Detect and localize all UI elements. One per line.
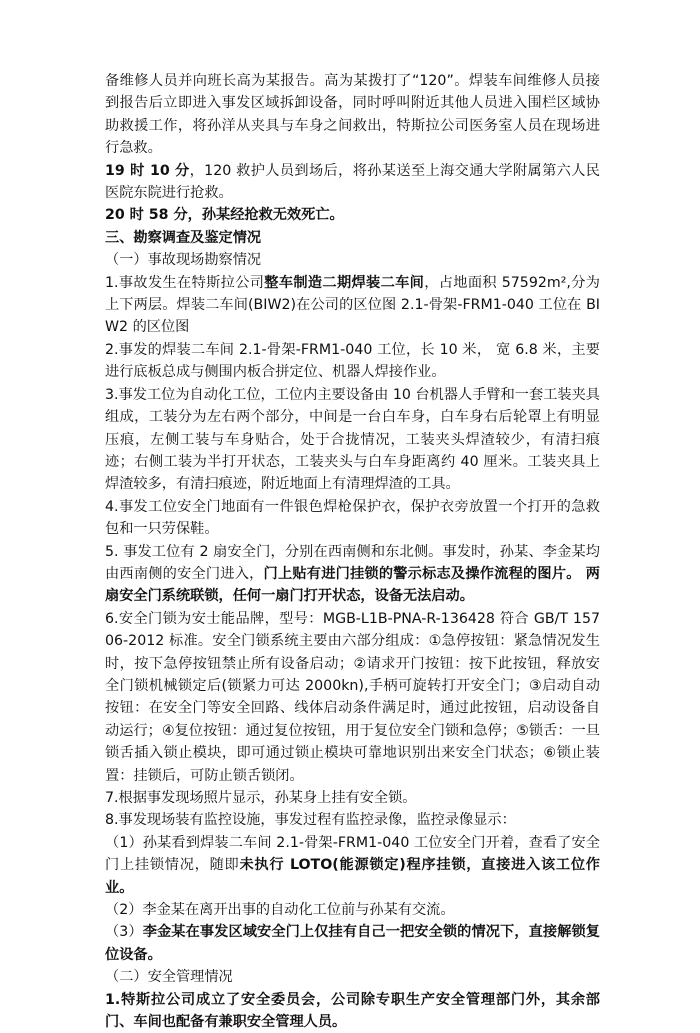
safety-item-1: 1.特斯拉公司成立了安全委员会，公司除专职生产安全管理部门外，其余部门、车间也配备有兼职安全管理人员。 [105, 991, 600, 1031]
item-8-1-loto: 未执行 LOTO(能源锁定)程序挂锁，直接进入该工位作业。 [105, 857, 600, 896]
item-7: 7.根据事发现场照片显示，孙某身上挂有安全锁。 [105, 790, 417, 806]
item-6: 6.安全门锁为安士能品牌，型号：MGB-L1B-PNA-R-136428 符合 GB/T 15706-2012 标准。安全门锁系统主要由六部分组成：①急停按钮：紧急情况发生时，按下急停按钮禁止所有设备启动；②请求开门按钮：按下此按钮，释放安全门锁机械锁定后(锁紧力可达 2000kn),手柄可旋转打开安全门；③启动自动按钮：在安全门等安全回路、线体启动条件满足时，通过此按钮，启动设备自动运行；④复位按钮：通过复位按钮，用于复位安全门锁和急停；⑤锁舌：一旦锁舌插入锁止模块，即可通过锁止模块可靠地识别出来安全门状态；⑥锁止装置：挂锁后，可防止锁舌锁闭。 [105, 610, 600, 784]
paragraph-1910-text: ，120 救护人员到场后，将孙某送至上海交通大学附属第六人民医院东院进行抢救。 [105, 162, 600, 202]
item-8-3-num: （3） [105, 924, 143, 941]
subsection-heading-2: （二）安全管理情况 [105, 969, 233, 986]
item-8-3-text: 李金某在事发区域安全门上仅挂有自己一把安全锁的情况下，直接解锁复位设备。 [105, 924, 600, 963]
item-1-text-c: ，占地面积 57592m²,分为上下两层。焊装二车间(BIW2)在公司的区位图 2.1-骨架-FRM1-040 工位在 BIW2 的区位图 [105, 274, 600, 336]
item-3: 3.事发工位为自动化工位，工位内主要设备由 10 台机器人手臂和一套工装夹具组成，工装分为左右两个部分，中间是一台白车身，白车身右后轮罩上有明显压痕，左侧工装与车身贴合，处于合拢情况，工装夹头焊渣较少，有清扫痕迹；右侧工装为半打开状态，工装夹头与白车身距离约 40 厘米。工装夹具上焊渣较多，有清扫痕迹，附近地面上有清理焊渣的工具。 [105, 386, 600, 493]
item-8-1-text-a: （1）孙某看到焊装二车间 2.1-骨架-FRM1-040 工位安全门开着，查看了安全门上挂锁情况，随即 [105, 834, 600, 874]
item-1 [105, 272, 600, 339]
time-1910: 19 时 10 分 [105, 162, 190, 179]
item-5-text-a: 5. 事发工位有 2 扇安全门，分别在西南侧和东北侧。事发时，孙某、李金某均由西南侧的安全门进入， [105, 543, 600, 582]
item-8-1 [105, 832, 600, 899]
item-8-3 [105, 921, 600, 966]
item-1-workshop: 整车制造二期焊装二车间 [264, 274, 425, 291]
subsection-heading-1: （一）事故现场勘察情况 [105, 252, 262, 269]
item-8-2: （2）李金某在离开出事的自动化工位前与孙某有交流。 [105, 902, 455, 919]
paragraph-rescue: 备维修人员并向班长高为某报告。高为某拨打了“120”。焊装车间维修人员接到报告后立即进入事发区域拆卸设备，同时呼叫附近其他人员进入围栏区域协助救援工作，将孙洋从夹具与车身之间救出，特斯拉公司医务室人员在现场进行急救。 [105, 73, 600, 157]
item-2: 2.事发的焊装二车间 2.1-骨架-FRM1-040 工位，长 10 米， 宽 6.8 米，主要进行底板总成与侧围内板合拼定位、机器人焊接作业。 [105, 341, 600, 381]
item-4: 4.事发工位安全门地面有一件银色焊枪保护衣，保护衣旁放置一个打开的急救包和一只劳保鞋。 [105, 498, 600, 538]
item-5 [105, 541, 600, 608]
item-1-text-a: 1.事故发生在特斯拉公司 [105, 274, 265, 291]
paragraph-1910 [105, 160, 600, 205]
item-5-warning: 门上贴有进门挂锁的警示标志及操作流程的图片。 两扇安全门系统联锁，任何一扇门打开状态，设备无法启动。 [105, 565, 600, 605]
paragraph-2058: 20 时 58 分，孙某经抢救无效死亡。 [105, 207, 344, 224]
item-8: 8.事发现场装有监控设施，事发过程有监控录像，监控录像显示： [105, 812, 516, 829]
section-heading-3: 三、勘察调查及鉴定情况 [105, 229, 262, 246]
